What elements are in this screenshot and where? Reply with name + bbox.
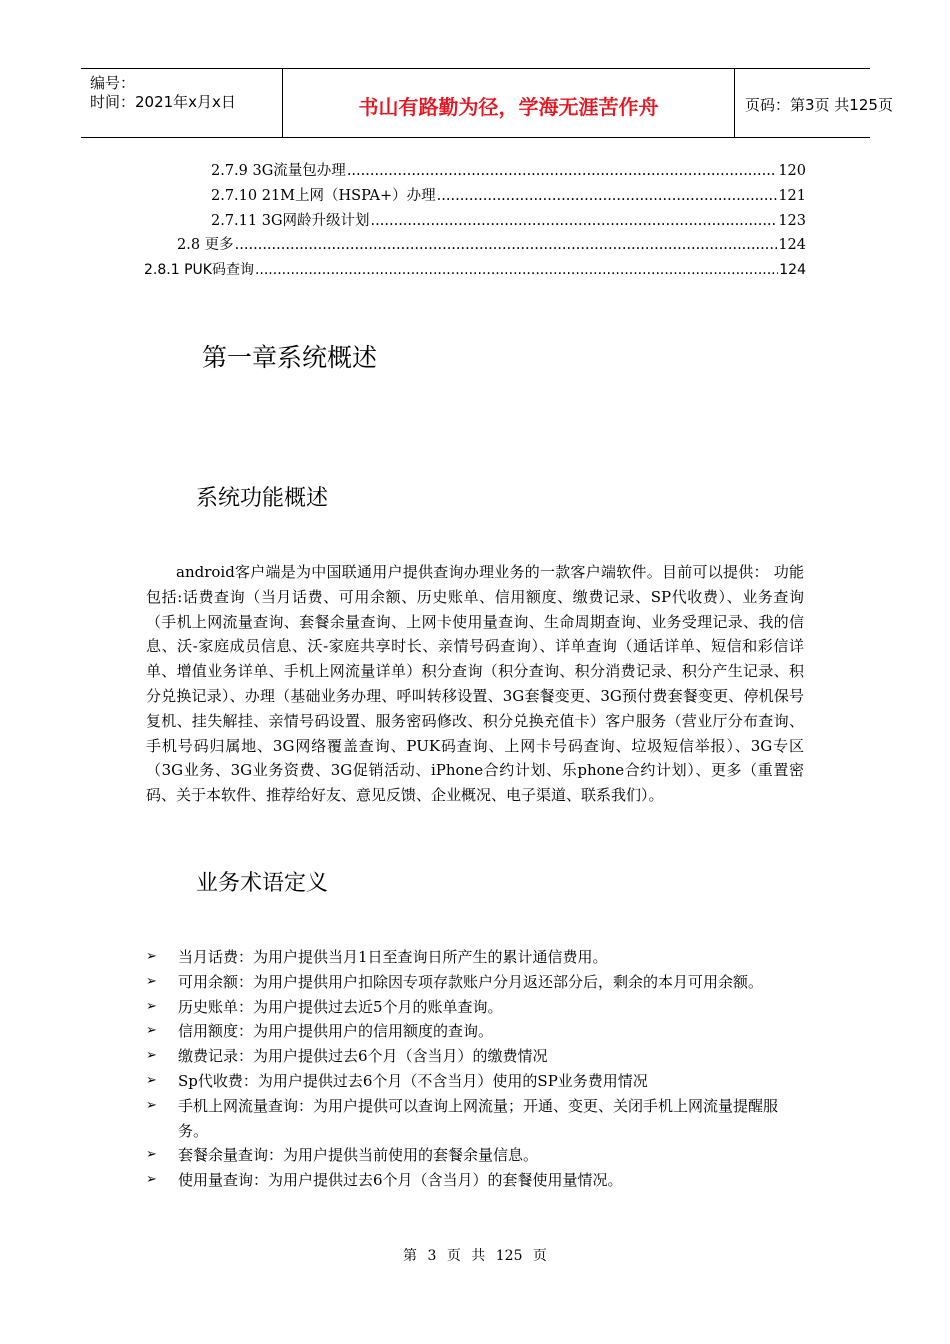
list-item-text: 可用余额：为用户提供用户扣除因专项存款账户分月返还部分后，剩余的本月可用余额。: [178, 972, 764, 991]
toc-entry[interactable]: [177, 235, 806, 255]
list-item-text: 缴费记录：为用户提供过去6个月（含当月）的缴费情况: [178, 1047, 548, 1066]
list-item-text: 信用额度：为用户提供用户的信用额度的查询。: [178, 1022, 494, 1041]
list-item-text: 手机上网流量查询：为用户提供可以查询上网流量；开通、变更、关闭手机上网流量提醒服务。: [178, 1096, 779, 1140]
motto-text: 书山有路勤为径，学海无涯苦作舟: [358, 95, 659, 119]
header-motto-cell: [283, 69, 735, 137]
list-item: [146, 1094, 804, 1144]
list-item: [146, 1143, 804, 1168]
list-item: [146, 945, 804, 970]
toc-entry-page: 124: [779, 262, 806, 278]
header-page-cell: [735, 69, 893, 137]
toc-entry-title: 2.7.9 3G流量包办理: [211, 163, 346, 179]
list-item: [146, 970, 804, 995]
list-item: [146, 1069, 804, 1094]
toc-leader-dots: [371, 211, 778, 231]
page-footer: 第 3 页 共 125 页: [403, 1248, 547, 1264]
toc-entry[interactable]: [211, 211, 806, 231]
arrow-bullet-icon: ➢: [146, 1023, 157, 1039]
terms-list: [146, 945, 804, 1193]
arrow-bullet-icon: ➢: [146, 1147, 157, 1163]
list-item: [146, 995, 804, 1020]
toc-leader-dots: [235, 235, 778, 255]
toc-entry-page: 124: [778, 237, 806, 253]
toc-entry-page: 123: [778, 213, 806, 229]
section-title-function-overview: 系统功能概述: [196, 486, 329, 511]
toc-entry-title: 2.7.11 3G网龄升级计划: [211, 213, 370, 229]
toc-entry-page: 121: [778, 188, 806, 204]
toc-leader-dots: [437, 186, 778, 206]
toc-entry[interactable]: [144, 260, 806, 280]
section-title-terms: 业务术语定义: [196, 871, 329, 896]
toc-entry-title: 2.7.10 21M上网（HSPA+）办理: [211, 188, 436, 204]
time-label: 时间：2021年x月x日: [90, 93, 236, 111]
arrow-bullet-icon: ➢: [146, 1097, 157, 1113]
arrow-bullet-icon: ➢: [146, 949, 157, 964]
list-item: [146, 1019, 804, 1044]
toc-entry[interactable]: [211, 186, 806, 206]
toc-entry-title: 2.8 更多: [177, 237, 234, 253]
toc-entry-page: 120: [778, 163, 806, 179]
arrow-bullet-icon: ➢: [146, 998, 157, 1014]
list-item-text: 当月话费：为用户提供当月1日至查询日所产生的累计通信费用。: [178, 948, 608, 966]
toc-entry-title: 2.8.1 PUK码查询: [144, 262, 254, 278]
header-info-cell: [81, 69, 283, 137]
list-item-text: 使用量查询：为用户提供过去6个月（含当月）的套餐使用量情况。: [178, 1171, 623, 1190]
list-item-text: 历史账单：为用户提供过去近5个月的账单查询。: [178, 997, 503, 1016]
arrow-bullet-icon: ➢: [146, 973, 157, 989]
toc-leader-dots: [347, 161, 778, 181]
arrow-bullet-icon: ➢: [146, 1172, 157, 1188]
list-item-text: Sp代收费：为用户提供过去6个月（不含当月）使用的SP业务费用情况: [178, 1071, 648, 1090]
toc-entry[interactable]: [211, 161, 806, 181]
chapter-title: 第一章系统概述: [202, 343, 378, 372]
number-label: 编号：: [90, 74, 136, 92]
list-item: [146, 1168, 804, 1193]
page-number-label: 页码：第3页 共125页: [745, 96, 893, 114]
list-item: [146, 1044, 804, 1069]
page-header: [81, 68, 893, 138]
arrow-bullet-icon: ➢: [146, 1072, 157, 1088]
toc-leader-dots: [255, 260, 778, 280]
arrow-bullet-icon: ➢: [146, 1048, 157, 1064]
list-item-text: 套餐余量查询：为用户提供当前使用的套餐余量信息。: [178, 1146, 539, 1165]
function-overview-paragraph: android客户端是为中国联通用户提供查询办理业务的一款客户端软件。目前可以提供： 功能包括:话费查询（当月话费、可用余额、历史账单、信用额度、缴费记录、SP代收费）、业务查询（手机上网流量查询、套餐余量查询、上网卡使用量查询、生命周期查询、业务受理记录、我的信息、沃-家庭成员信息、沃-家庭共享时长、亲情号码查询）、详单查询（通话详单、短信和彩信详单、增值业务详单、手机上网流量详单）积分查询（积分查询、积分消费记录、积分产生记录、积分兑换记录）、办理（基础业务办理、呼叫转移设置、3G套餐变更、3G预付费套餐变更、停机保号复机、挂失解挂、亲情号码设置、服务密码修改、积分兑换充值卡）客户服务（营业厅分布查询、手机号码归属地、3G网络覆盖查询、PUK码查询、上网卡号码查询、垃圾短信举报）、3G专区（3G业务、3G业务资费、3G促销活动、iPhone合约计划、乐phone合约计划）、更多（重置密码、关于本软件、推荐给好友、意见反馈、企业概况、电子渠道、联系我们）。: [146, 563, 804, 805]
